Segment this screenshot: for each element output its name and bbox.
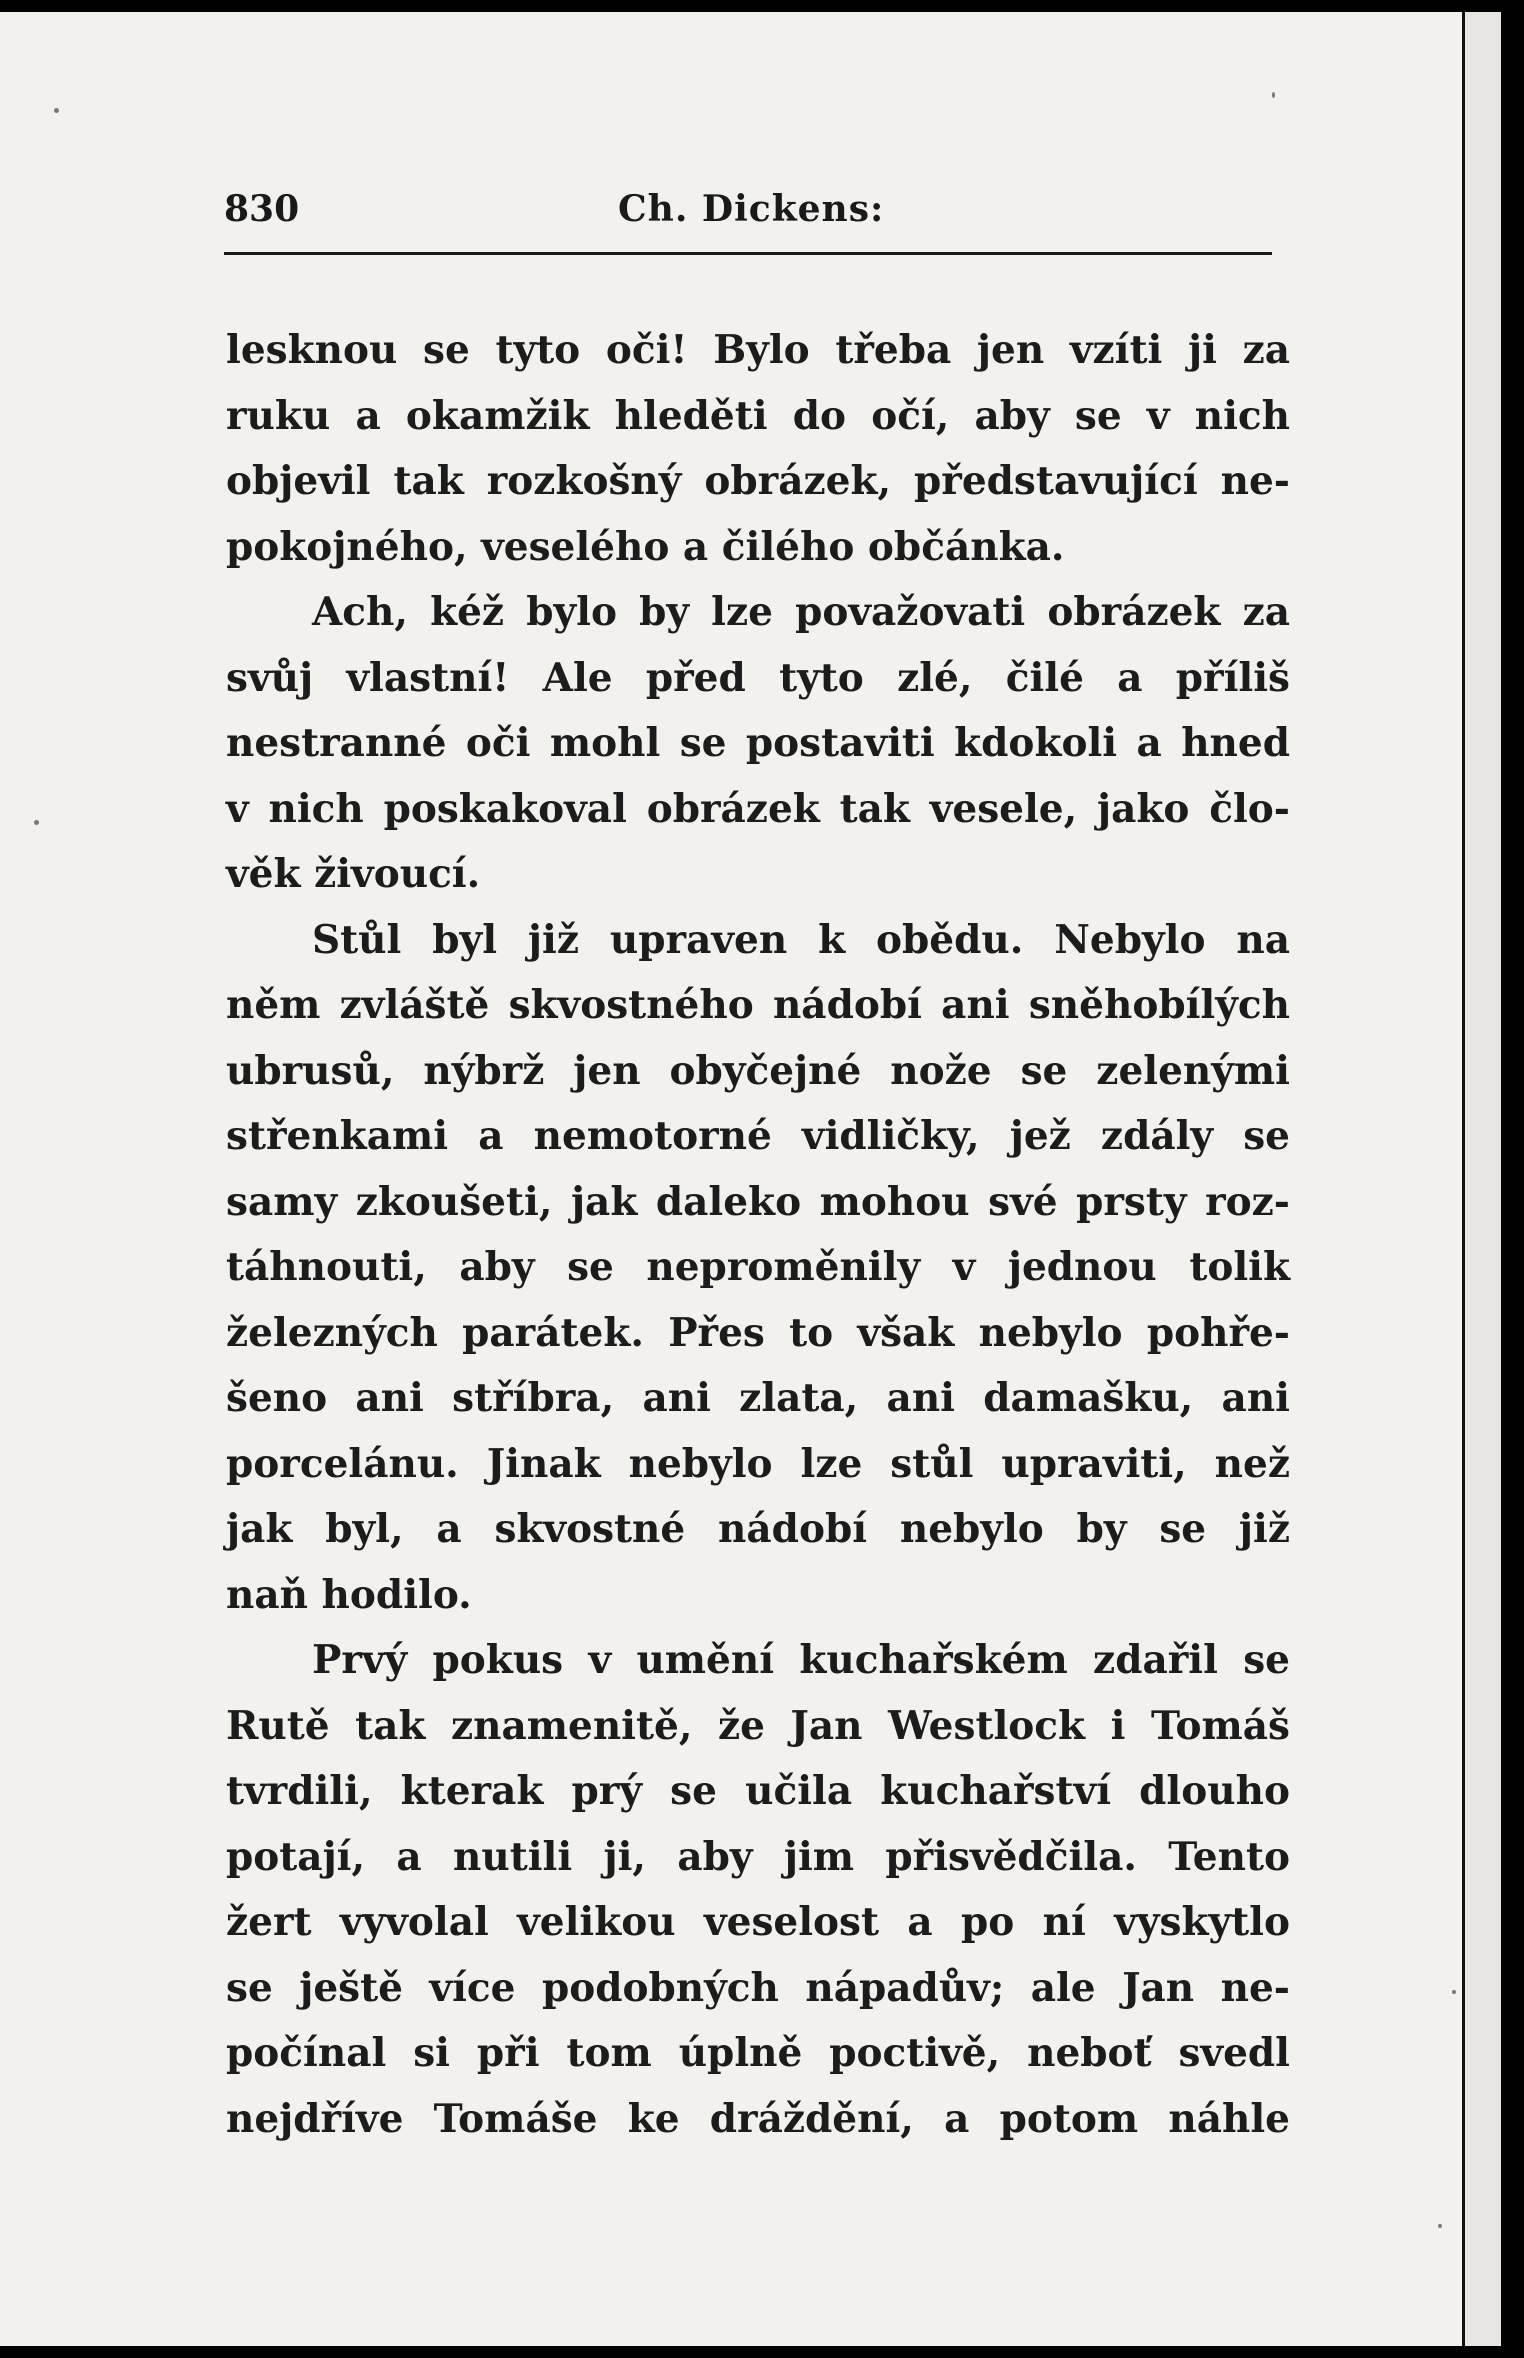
paper-speck: [34, 820, 39, 825]
running-head: Ch. Dickens:: [618, 188, 885, 230]
paper-speck: [1438, 2224, 1442, 2228]
text-line: objevil tak rozkošný obrázek, představující ne-: [226, 458, 1290, 504]
body-text: [226, 318, 1290, 2152]
text-line: žert vyvolal velikou veselost a po ní vyskytlo: [226, 1899, 1290, 1945]
text-line: v nich poskakoval obrázek tak vesele, jako člo-: [226, 785, 1290, 832]
text-line: něm zvláště skvostného nádobí ani sněhobílých: [226, 982, 1290, 1028]
page-number: 830: [224, 188, 300, 230]
text-line: jak byl, a skvostné nádobí nebylo by se již: [226, 1506, 1290, 1552]
text-line: samy zkoušeti, jak daleko mohou své prsty roz-: [226, 1178, 1290, 1225]
text-line: Ach, kéž bylo by lze považovati obrázek za: [312, 589, 1290, 635]
text-line: tvrdili, kterak prý se učila kuchařství dlouho: [226, 1768, 1290, 1814]
paper-speck: [1272, 92, 1275, 98]
text-line: Prvý pokus v umění kuchařském zdařil se: [312, 1637, 1290, 1683]
text-line: potají, a nutili ji, aby jim přisvědčila. Tento: [226, 1833, 1290, 1880]
text-line: Rutě tak znamenitě, že Jan Westlock i Tomáš: [226, 1702, 1290, 1749]
text-line: železných parátek. Přes to však nebylo pohře-: [226, 1309, 1290, 1356]
text-line: nejdříve Tomáše ke dráždění, a potom náhle: [226, 2095, 1290, 2142]
paper-speck: [54, 108, 59, 113]
text-line: šeno ani stříbra, ani zlata, ani damašku, ani: [226, 1375, 1290, 1421]
text-line: se ještě více podobných nápadův; ale Jan ne-: [226, 1964, 1290, 2011]
header-rule: [224, 252, 1272, 255]
text-line: Stůl byl již upraven k obědu. Nebylo na: [312, 916, 1290, 963]
text-line: ubrusů, nýbrž jen obyčejné nože se zelenými: [226, 1047, 1290, 1094]
text-line: věk živoucí.: [226, 851, 481, 897]
text-line: svůj vlastní! Ale před tyto zlé, čilé a příliš: [226, 654, 1290, 701]
text-line: pokojného, veselého a čilého občánka.: [226, 523, 1065, 570]
text-line: táhnouti, aby se neproměnily v jednou tolik: [226, 1244, 1290, 1290]
text-line: porcelánu. Jinak nebylo lze stůl upraviti, než: [226, 1440, 1290, 1487]
text-line: ruku a okamžik hleděti do očí, aby se v nich: [226, 392, 1290, 439]
page-edge: [1462, 12, 1501, 2346]
paper-speck: [1452, 1990, 1456, 1994]
text-line: nestranné oči mohl se postaviti kdokoli a hned: [226, 720, 1290, 766]
text-line: lesknou se tyto oči! Bylo třeba jen vzíti ji za: [226, 327, 1290, 373]
text-line: počínal si při tom úplně poctivě, neboť svedl: [226, 2030, 1290, 2076]
text-line: střenkami a nemotorné vidličky, jež zdály se: [226, 1113, 1290, 1159]
page-header: [224, 188, 1274, 238]
text-line: naň hodilo.: [226, 1571, 472, 1618]
